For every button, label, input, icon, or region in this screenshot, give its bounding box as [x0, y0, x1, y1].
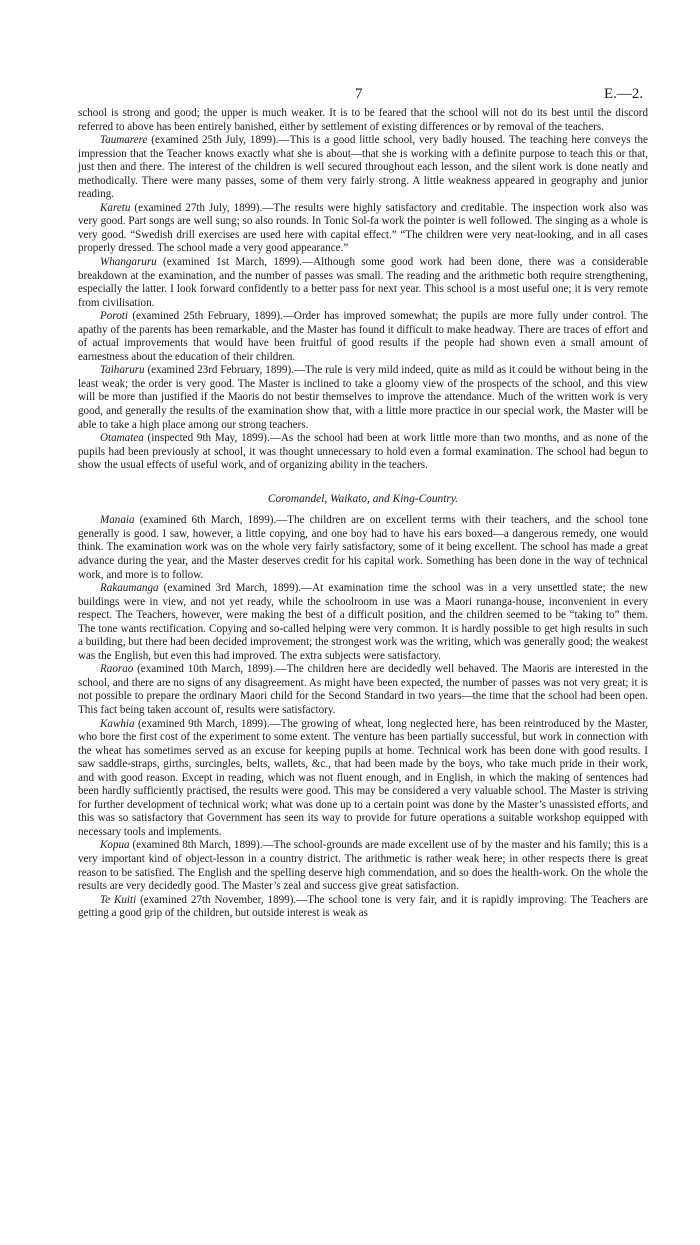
report-text: (examined 8th March, 1899).—The school-grounds are made excellent use of by the master and his family; this is a very important kind of object-lesson in a country district. The arithmetic is rather weak here; in other respects there is great reason to be satisfied. The English and the spelling deserve high commendation, and so does the health-work. On the whole the results are very decidedly good. The Master’s zeal and success give great satisfaction. [78, 839, 648, 893]
school-name: Te Kuiti [100, 893, 137, 906]
school-name: Kopua [100, 839, 130, 852]
school-name: Raorao [100, 663, 134, 676]
school-report-kopua [78, 839, 648, 893]
school-report-poroti [78, 310, 648, 364]
school-name: Manaia [100, 514, 135, 527]
report-text: (inspected 9th May, 1899).—As the school had been at work little more than two months, and as none of the pupils had been previously at school, it was thought unnecessary to hold even a formal examination. The school had begun to show the usual effects of useful work, and of organizing ability in the teachers. [78, 432, 648, 472]
report-text: (examined 25th February, 1899).—Order has improved somewhat; the pupils are more fully under control. The apathy of the parents has been remarkable, and the Master has found it difficult to make headway. There are traces of effort and of actual improvements that would have been fruitful of good results if the people had shown even a small amount of earnestness about the education of their children. [78, 310, 648, 363]
school-report-rakaumanga [78, 582, 648, 663]
report-body [78, 107, 648, 921]
school-report-whangaruru [78, 256, 648, 310]
school-report-raorao [78, 663, 648, 717]
school-report-otamatea [78, 432, 648, 473]
school-name: Poroti [100, 310, 128, 323]
school-report-karetu [78, 202, 648, 256]
report-text: (examined 9th March, 1899).—The growing of wheat, long neglected here, has been reintroduced by the Master, who bore the first cost of the experiment to some extent. The venture has been partially successful, but work in connection with the wheat has sometimes served as an excuse for keeping pupils at home. Technical work has been done with good results. I saw saddle-straps, girths, surcingles, belts, wallets, &c., that had been made by the boys, who take much pride in their work, and with good reason. Except in reading, which was not fluent enough, and in English, in which the making of sentences had been hardly sufficiently practised, the results were good. This may be considered a very valuable school. The Master is striving for further development of technical work; what was done up to a certain point was done by the Master’s unassisted efforts, and this was so satisfactory that Government has seen its way to provide for future operations a suitable workshop equipped with necessary tools and implements. [78, 717, 648, 838]
school-name: Taiharuru [100, 364, 145, 377]
school-name: Karetu [100, 201, 131, 214]
school-name: Kawhia [100, 717, 135, 730]
school-name: Taumarere [100, 134, 148, 147]
document-reference: E.—2. [604, 86, 644, 102]
paragraph-continuation: school is strong and good; the upper is much weaker. It is to be feared that the school will not do its best until the discord referred to above has been entirely banished, either by settlement of existing differences or by removal of the teachers. [78, 107, 648, 133]
page-number: 7 [355, 86, 363, 102]
school-name: Rakaumanga [100, 582, 159, 595]
school-report-te-kuiti [78, 894, 648, 921]
report-text: (examined 27th November, 1899).—The school tone is very fair, and it is rapidly improving. The Teachers are getting a good grip of the children, but outside interest is weak as [78, 893, 648, 920]
school-report-manaia [78, 514, 648, 582]
report-text: (examined 3rd March, 1899).—At examination time the school was in a very unsettled state; the new buildings were in view, and not yet ready, while the schoolroom in use was a Maori runanga-house, inconvenient in every respect. The Teachers, however, were making the best of a difficult position, and the children seemed to be “taking to” them. The tone wants rectification. Copying and so-called helping were very common. It is hardly possible to get high results in such a building, but there had been decided improvement; the strongest work was the writing, which was generally good; the weakest was the English, but even this had improved. The extra subjects were satisfactory. [78, 582, 648, 662]
report-text: (examined 1st March, 1899).—Although some good work had been done, there was a considerable breakdown at the examination, and the number of passes was small. The reading and the arithmetic both require strengthening, especially the latter. I look forward confidently to a better pass for next year. This school is a most useful one; it is very remote from civilisation. [78, 256, 648, 309]
report-text: (examined 6th March, 1899).—The children are on excellent terms with their teachers, and the school tone generally is good. I saw, however, a little copying, and one boy had to have his ears boxed—a dangerous remedy, one would think. The examination work was on the whole very fairly satisfactory, some of it being excellent. The school has made a great advance during the year, and the Master deserves credit for his capital work. Something has been done in the way of technical work, and more is to follow. [78, 514, 648, 581]
school-report-taiharuru [78, 364, 648, 432]
report-text: (examined 10th March, 1899).—The children here are decidedly well behaved. The Maoris are interested in the school, and there are no signs of any disagreement. As might have been expected, the number of passes was not very great; it is not possible to prepare the ordinary Maori child for the Second Standard in two years—the time that the school had been open. This fact being taken account of, results were satisfactory. [78, 663, 648, 716]
school-name: Whangaruru [100, 256, 157, 269]
school-name: Otamatea [100, 432, 144, 445]
school-report-kawhia [78, 718, 648, 840]
section-heading: Coromandel, Waikato, and King-Country. [267, 492, 459, 505]
report-text: (examined 23rd February, 1899).—The rule is very mild indeed, quite as mild as it could be without being in the least weak; the order is very good. The Master is inclined to take a gloomy view of the prospects of the school, and this view will be more than justified if the Maoris do not bestir themselves to improve the attendance. Much of the written work is very good, and generally the results of the examination show that, with a little more practice in our special work, the Master will be able to take a high place among our strong teachers. [78, 364, 648, 431]
school-report-taumarere [78, 134, 648, 202]
report-text: (examined 25th July, 1899).—This is a good little school, very badly housed. The teaching here conveys the impression that the Teacher knows exactly what she is about—that she is working with a definite purpose to teach this or that, just then and there. The interest of the children is well secured throughout each lesson, and the silent work is done neatly and methodically. There were many passes, some of them very fairly strong. A little weakness appeared in geography and junior reading. [78, 134, 648, 201]
report-text: (examined 27th July, 1899).—The results were highly satisfactory and creditable. The inspection work also was very good. Part songs are well sung; so also rounds. In Tonic Sol-fa work the pointer is well followed. The singing as a whole is very good. “Swedish drill exercises are used here with capital effect.” “The children were very neat-looking, and in all cases properly dressed. The school made a very good appearance.” [78, 201, 648, 255]
page-header [0, 86, 700, 106]
